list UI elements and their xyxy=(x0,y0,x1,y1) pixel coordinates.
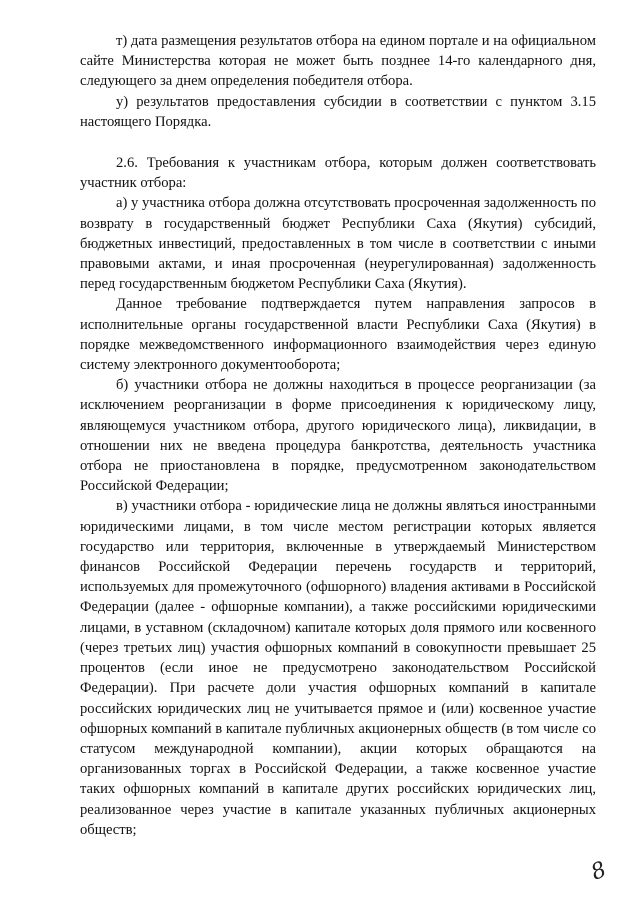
paragraph-confirmation: Данное требование подтверждается путем направления запросов в исполнительные органы государственной власти Республики Саха (Якутия) в порядке межведомственного информационного взаимодействия через единую систему электронного документооборота; xyxy=(80,296,596,374)
paragraph-item-v: в) участники отбора - юридические лица не должны являться иностранными юридическими лицами, в том числе местом регистрации которых является государство или территория, включенные в утверждаемый Министерством финансов Российской Федерации перечень государств и территорий, используемых для промежуточного (офшорного) владения активами в Российской Федерации (далее - офшорные компании), а также российскими юридическими лицами, в уставном (складочном) капитале которых доля прямого или косвенного (через третьих лиц) участия офшорных компаний в совокупности превышает 25 процентов (если иное не предусмотрено законодательством Российской Федерации). При расчете доли участия офшорных компаний в капитале российских юридических лиц не учитывается прямое и (или) косвенное участие офшорных компаний в капитале публичных акционерных обществ (в том числе со статусом международной компании), акции которых обращаются на организованных торгах в Российской Федерации, а также косвенное участие таких офшорных компаний в капитале других российских юридических лиц, реализованное через участие в капитале указанных публичных акционерных обществ; xyxy=(80,498,596,838)
paragraph-item-b: б) участники отбора не должны находиться в процессе реорганизации (за исключением реорганизации в форме присоединения к юридическому лицу, являющемуся участником отбора, другого юридического лица), ликвидации, в отношении них не введена процедура банкротства, деятельность участника отбора не приостановлена в порядке, предусмотренном законодательством Российской Федерации; xyxy=(80,377,596,495)
paragraph-item-t: т) дата размещения результатов отбора на едином портале и на официальном сайте Министерства которая не может быть позднее 14-го календарного дня, следующего за днем определения победителя отбора. xyxy=(80,33,596,90)
section-heading-2-6: 2.6. Требования к участникам отбора, которым должен соответствовать участник отбора: xyxy=(80,155,596,192)
document-body xyxy=(80,31,596,840)
page-number: 8 xyxy=(587,857,610,886)
paragraph-item-u: у) результатов предоставления субсидии в соответствии с пунктом 3.15 настоящего Порядка. xyxy=(80,93,596,130)
section-spacer xyxy=(80,132,596,153)
paragraph-item-a: а) у участника отбора должна отсутствовать просроченная задолженность по возврату в государственный бюджет Республики Саха (Якутия) субсидий, бюджетных инвестиций, предоставленных в том числе в соответствии с иными правовыми актами, и иная просроченная (неурегулированная) задолженность перед государственным бюджетом Республики Саха (Якутия). xyxy=(80,195,596,293)
